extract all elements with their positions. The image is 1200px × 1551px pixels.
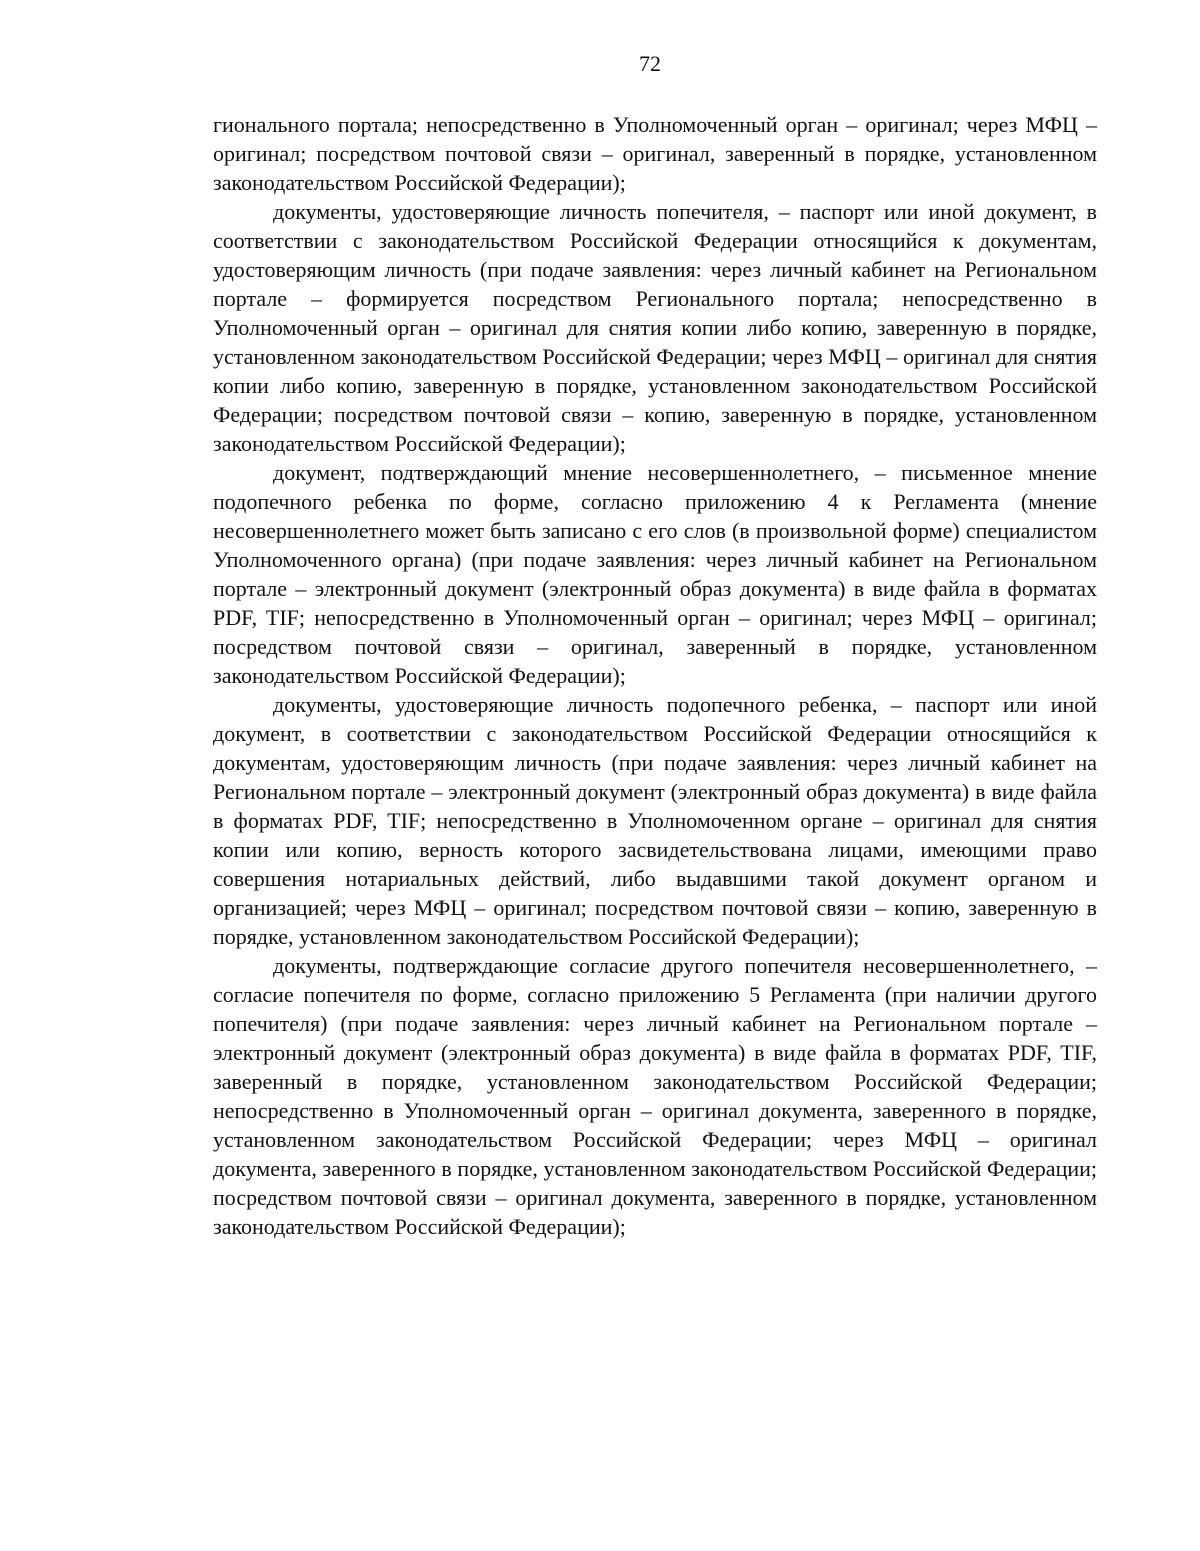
paragraph-5: документы, подтверждающие согласие другого попечителя несовершеннолетнего, – согласие попечителя по форме, согласно приложению 5 Регламента (при наличии другого попечителя) (при подаче заявления: через личный кабинет на Региональном портале – электронный документ (электронный образ документа) в виде файла в форматах PDF, TIF, заверенный в порядке, установленном законодательством Российской Федерации; непосредственно в Уполномоченный орган – оригинал документа, заверенного в порядке, установленном законодательством Российской Федерации; через МФЦ – оригинал документа, заверенного в порядке, установленном законодательством Российской Федерации; посредством почтовой связи – оригинал документа, заверенного в порядке, установленном законодательством Российской Федерации); <box>213 953 1097 1239</box>
paragraph-3: документ, подтверждающий мнение несовершеннолетнего, – письменное мнение подопечного ребенка по форме, согласно приложению 4 к Регламента (мнение несовершеннолетнего может быть записано с его слов (в произвольной форме) специалистом Уполномоченного органа) (при подаче заявления: через личный кабинет на Региональном портале – электронный документ (электронный образ документа) в виде файла в форматах PDF, TIF; непосредственно в Уполномоченный орган – оригинал; через МФЦ – оригинал; посредством почтовой связи – оригинал, заверенный в порядке, установленном законодательством Российской Федерации); <box>213 460 1097 688</box>
paragraph-1: гионального портала; непосредственно в Уполномоченный орган – оригинал; через МФЦ – оригинал; посредством почтовой связи – оригинал, заверенный в порядке, установленном законодательством Российской Федерации); <box>213 112 1097 195</box>
paragraph-2: документы, удостоверяющие личность попечителя, – паспорт или иной документ, в соответствии с законодательством Российской Федерации относящийся к документам, удостоверяющим личность (при подаче заявления: через личный кабинет на Региональном портале – формируется посредством Регионального портала; непосредственно в Уполномоченный орган – оригинал для снятия копии либо копию, заверенную в порядке, установленном законодательством Российской Федерации; через МФЦ – оригинал для снятия копии либо копию, заверенную в порядке, установленном законодательством Российской Федерации; посредством почтовой связи – копию, заверенную в порядке, установленном законодательством Российской Федерации); <box>213 199 1097 456</box>
document-body <box>213 110 1097 1241</box>
page-number: 72 <box>639 51 661 76</box>
paragraph-4: документы, удостоверяющие личность подопечного ребенка, – паспорт или иной документ, в соответствии с законодательством Российской Федерации относящийся к документам, удостоверяющим личность (при подаче заявления: через личный кабинет на Региональном портале – электронный документ (электронный образ документа) в виде файла в форматах PDF, TIF; непосредственно в Уполномоченном органе – оригинал для снятия копии или копию, верность которого засвидетельствована лицами, имеющими право совершения нотариальных действий, либо выдавшими такой документ органом и организацией; через МФЦ – оригинал; посредством почтовой связи – копию, заверенную в порядке, установленном законодательством Российской Федерации); <box>213 692 1097 949</box>
